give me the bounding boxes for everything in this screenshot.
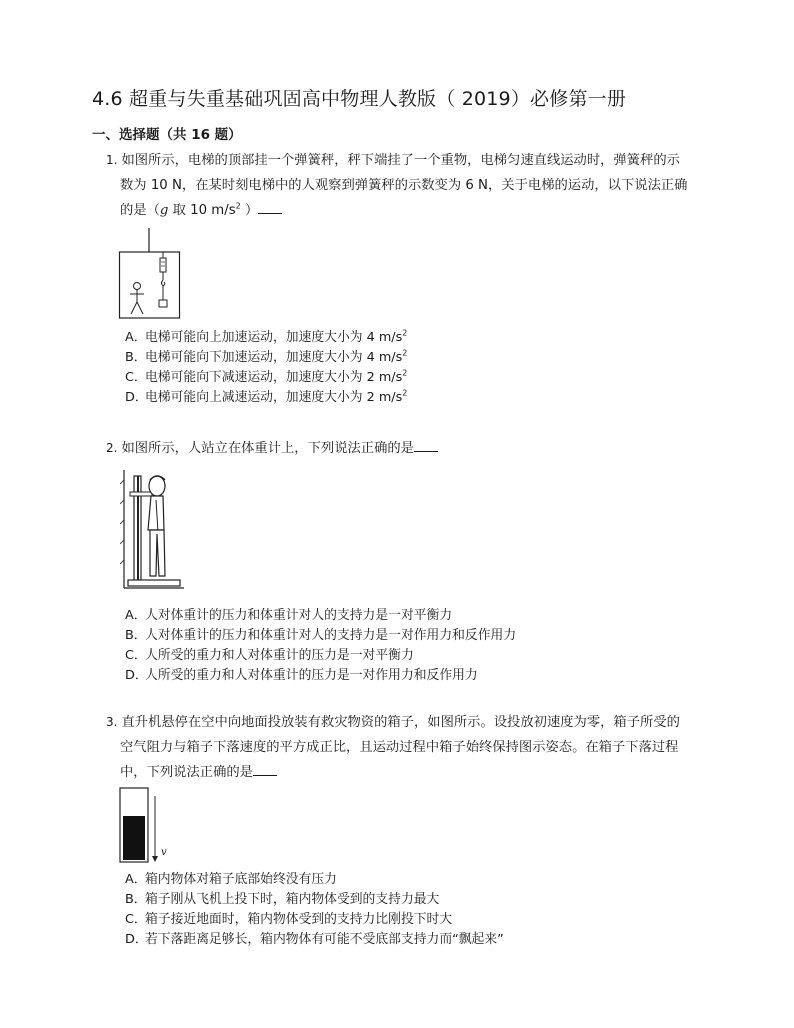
answer-blank [258, 199, 282, 214]
velocity-label: v [161, 847, 167, 858]
question-number: 2. [106, 441, 118, 455]
question-3 [106, 710, 706, 785]
section-heading: 一、选择题（共 16 题） [92, 127, 242, 143]
question-1 [106, 148, 706, 223]
option-d[interactable]: D．若下落距离足够长，箱内物体有可能不受底部支持力而“飘起来” [125, 932, 504, 947]
question-line: 数为 10 N，在某时刻电梯中的人观察到弹簧秤的示数变为 6 N，关于电梯的运动，以下说法正确 [120, 178, 688, 193]
question-line: 如图所示，电梯的顶部挂一个弹簧秤，秤下端挂了一个重物，电梯匀速直线运动时，弹簧秤的示 [121, 153, 680, 168]
question-number: 3. [106, 715, 118, 729]
question-line: 的是（g 取 10 $m/s^2$ ） [106, 198, 706, 223]
g-symbol: g [159, 203, 169, 218]
option-c[interactable]: C．人所受的重力和人对体重计的压力是一对平衡力 [125, 648, 414, 663]
question-number: 1. [106, 153, 118, 167]
option-b[interactable]: B．箱子刚从飞机上投下时，箱内物体受到的支持力最大 [125, 892, 440, 907]
question-1-options [125, 328, 407, 408]
option-a[interactable]: A．电梯可能向上加速运动，加速度大小为 4 $m/s^2$ [125, 328, 408, 345]
option-c[interactable]: C．电梯可能向下减速运动，加速度大小为 2 $m/s^2$ [125, 368, 408, 385]
box-figure [118, 786, 176, 864]
option-a[interactable]: A．人对体重计的压力和体重计对人的支持力是一对平衡力 [125, 608, 453, 623]
option-b[interactable]: B．电梯可能向下加速运动，加速度大小为 4 $m/s^2$ [125, 348, 408, 365]
question-3-options [125, 870, 504, 950]
question-2-options [125, 606, 516, 686]
option-a[interactable]: A．箱内物体对箱子底部始终没有压力 [125, 872, 337, 887]
question-line: 空气阻力与箱子下落速度的平方成正比，且运动过程中箱子始终保持图示姿态。在箱子下落过程 [120, 740, 679, 755]
answer-blank [253, 761, 277, 776]
question-line: 如图所示，人站立在体重计上，下列说法正确的是 [121, 441, 414, 456]
question-line: 中，下列说法正确的是 [106, 760, 706, 785]
option-c[interactable]: C．箱子接近地面时，箱内物体受到的支持力比刚投下时大 [125, 912, 453, 927]
question-2 [106, 436, 706, 461]
answer-blank [414, 437, 438, 452]
elevator-figure [118, 228, 182, 320]
option-b[interactable]: B．人对体重计的压力和体重计对人的支持力是一对作用力和反作用力 [125, 628, 517, 643]
option-d[interactable]: D．电梯可能向上减速运动，加速度大小为 2 $m/s^2$ [125, 388, 408, 405]
document-title: 4.6 超重与失重基础巩固高中物理人教版（ 2019）必修第一册 [92, 88, 627, 110]
question-line: 直升机悬停在空中向地面投放装有救灾物资的箱子，如图所示。设投放初速度为零，箱子所受的 [121, 715, 680, 730]
option-d[interactable]: D．人所受的重力和人对体重计的压力是一对作用力和反作用力 [125, 668, 478, 683]
scale-person-figure [120, 470, 186, 592]
